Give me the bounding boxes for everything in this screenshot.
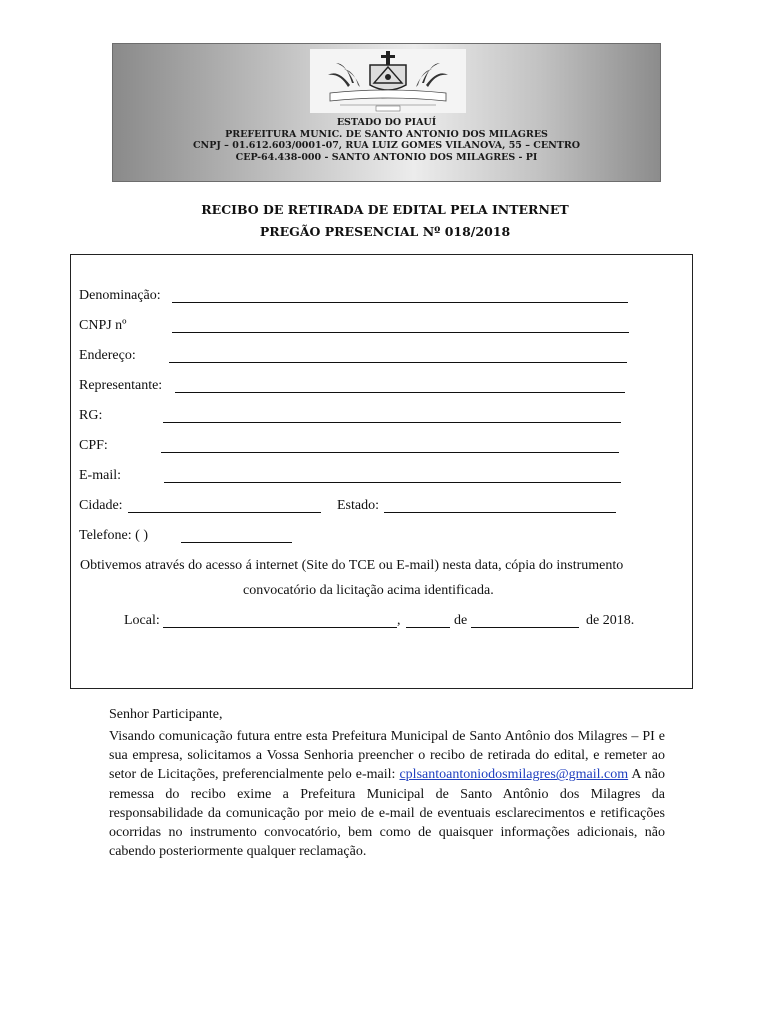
municipal-crest-logo — [310, 49, 466, 113]
rg-field[interactable] — [163, 422, 621, 423]
telefone-label: Telefone: ( ) — [79, 528, 148, 543]
document-title: RECIBO DE RETIRADA DE EDITAL PELA INTERNET — [201, 202, 569, 217]
cnpj-field[interactable] — [172, 332, 629, 333]
local-label: Local: — [124, 613, 160, 628]
cnpj-label: CNPJ nº — [79, 318, 127, 333]
letterhead-banner — [112, 43, 661, 182]
cpf-label: CPF: — [79, 438, 108, 453]
local-field[interactable] — [163, 627, 397, 628]
header-cnpj-address-line: CNPJ – 01.612.603/0001-07, RUA LUIZ GOMES VILANOVA, 55 – CENTRO — [192, 140, 581, 151]
denominacao-field[interactable] — [172, 302, 628, 303]
estado-label: Estado: — [337, 498, 379, 513]
notice-greeting: Senhor Participante, — [109, 707, 223, 722]
statement-line-1: Obtivemos através do acesso á internet (Site do TCE ou E-mail) nesta data, cópia do instrumento — [80, 558, 624, 573]
notice-text-after-email: A não remessa do recibo exime a Prefeitura Municipal de Santo Antônio dos Milagres da responsabilidade da comunicação por meio de e-mail de eventuais esclarecimentos e retificações ocorridas no instrumento convocatório, bem como de quaisquer informações adicionais, não cabendo posteriormente qualquer reclamação. — [109, 767, 666, 860]
representante-field[interactable] — [175, 392, 625, 393]
notice-paragraph — [109, 727, 665, 861]
rg-label: RG: — [79, 408, 103, 423]
telefone-field[interactable] — [181, 542, 292, 543]
notice-email-link[interactable]: cplsantoantoniodosmilagres@gmail.com — [399, 767, 629, 783]
endereco-field[interactable] — [169, 362, 627, 363]
statement-line-2: convocatório da licitação acima identificada. — [243, 583, 494, 598]
document-subtitle: PREGÃO PRESENCIAL Nº 018/2018 — [259, 224, 511, 239]
header-cep-line: CEP-64.438-000 - SANTO ANTONIO DOS MILAGRES - PI — [235, 151, 538, 163]
email-field[interactable] — [164, 482, 621, 483]
date-year-label: de 2018. — [586, 613, 635, 628]
date-de-label: de — [454, 613, 468, 628]
denominacao-label: Denominação: — [79, 288, 161, 303]
month-field[interactable] — [471, 627, 579, 628]
email-label: E-mail: — [79, 468, 121, 483]
representante-label: Representante: — [79, 378, 163, 393]
date-comma: , — [397, 613, 401, 628]
cpf-field[interactable] — [161, 452, 619, 453]
endereco-label: Endereço: — [79, 348, 136, 363]
cidade-label: Cidade: — [79, 498, 123, 513]
header-state-line: ESTADO DO PIAUÍ — [336, 117, 437, 128]
cidade-field[interactable] — [128, 512, 321, 513]
notice-text-before-email: Visando comunicação futura entre esta Prefeitura Municipal de Santo Antônio dos Milagres – PI e sua empresa, solicitamos a Vossa Senhoria preencher o recibo de retirada do edital, e remeter ao setor de Licitações, preferencialmente pelo e-mail: — [109, 729, 665, 783]
day-field[interactable] — [406, 627, 450, 628]
header-prefeitura-line: PREFEITURA MUNIC. DE SANTO ANTONIO DOS MILAGRES — [225, 128, 548, 140]
estado-field[interactable] — [384, 512, 616, 513]
